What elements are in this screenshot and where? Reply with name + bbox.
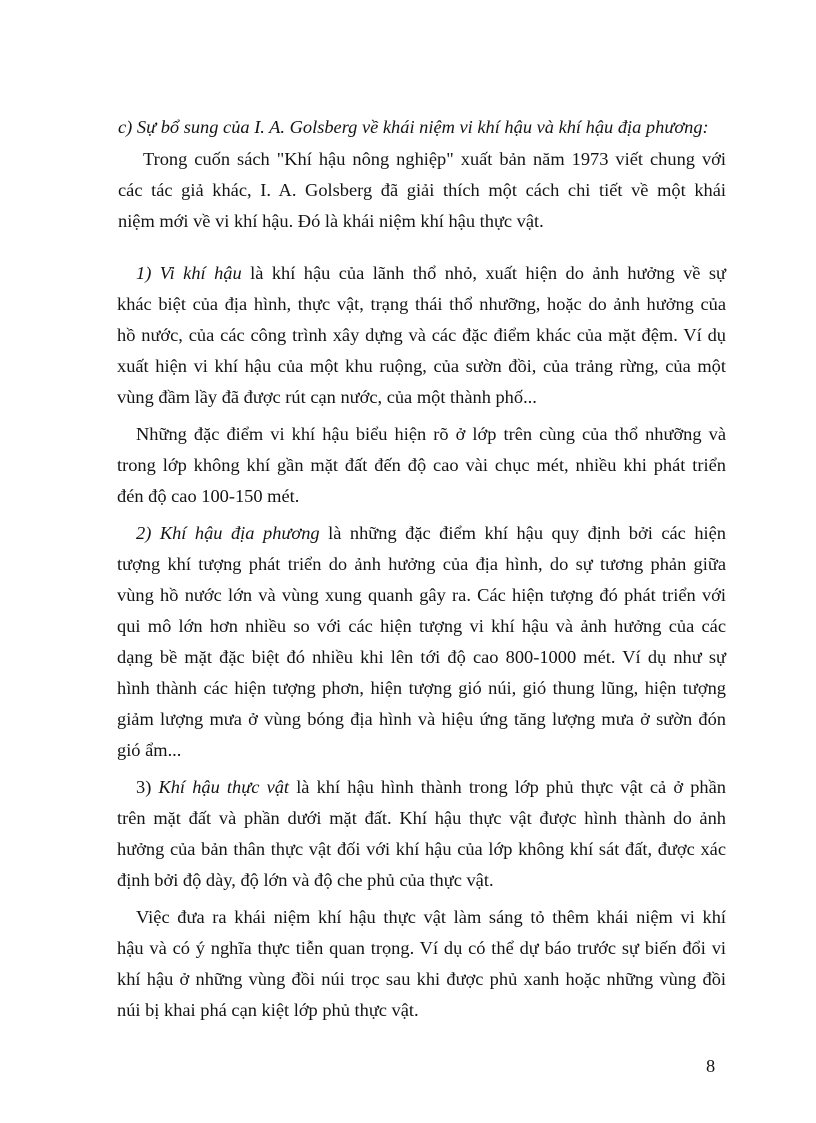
text-line: trong lớp không khí gần mặt đất đến độ cao vài chục mét, nhiều khi phát triển (117, 455, 726, 475)
term-vi-khi-hau: 1) Vi khí hậu (136, 263, 242, 283)
text-line: 2) Khí hậu địa phương là những đặc điểm khí hậu quy định bởi các hiện (136, 523, 726, 543)
text-line: 3) Khí hậu thực vật là khí hậu hình thành trong lớp phủ thực vật cả ở phần (136, 777, 726, 797)
text-line: tượng khí tượng phát triển do ảnh hưởng của địa hình, do sự tương phản giữa (117, 554, 726, 574)
text-line: khác biệt của địa hình, thực vật, trạng thái thổ nhưỡng, hoặc do ảnh hưởng của (117, 294, 726, 314)
text-line: hưởng của bản thân thực vật đối với khí hậu của lớp không khí sát đất, được xác (117, 839, 726, 859)
text-line: hậu và có ý nghĩa thực tiễn quan trọng. Ví dụ có thể dự báo trước sự biến đổi vi (117, 938, 726, 958)
text-line: Trong cuốn sách "Khí hậu nông nghiệp" xuất bản năm 1973 viết chung với (143, 149, 726, 169)
page-number: 8 (706, 1056, 716, 1076)
text-line: Những đặc điểm vi khí hậu biểu hiện rõ ở lớp trên cùng của thổ nhưỡng và (136, 424, 726, 444)
term-khi-hau-thuc-vat: Khí hậu thực vật (158, 777, 290, 797)
text-line: vùng đầm lầy đã được rút cạn nước, của một thành phố... (117, 387, 537, 407)
term-khi-hau-dia-phuong: 2) Khí hậu địa phương (136, 523, 320, 543)
text-line: gió ẩm... (117, 740, 182, 760)
text-line: qui mô lớn hơn nhiều so với các hiện tượng vi khí hậu và ảnh hưởng của các (117, 616, 726, 636)
text-line: đén độ cao 100-150 mét. (117, 486, 300, 506)
text-line: hình thành các hiện tượng phơn, hiện tượng gió núi, gió thung lũng, hiện tượng (117, 678, 726, 698)
text-line: khí hậu ở những vùng đồi núi trọc sau khi được phủ xanh hoặc những vùng đồi (117, 969, 726, 989)
text-line: 1) Vi khí hậu là khí hậu của lãnh thổ nhỏ, xuất hiện do ảnh hưởng về sự (136, 263, 726, 283)
text-line: Việc đưa ra khái niệm khí hậu thực vật làm sáng tỏ thêm khái niệm vi khí (136, 907, 726, 927)
text-line: vùng hồ nước lớn và vùng xung quanh gây ra. Các hiện tượng đó phát triển với (117, 585, 726, 605)
text-line: dạng bề mặt đặc biệt đó nhiều khi lên tới độ cao 800-1000 mét. Ví dụ như sự (117, 647, 726, 667)
text-line: hồ nước, của các công trình xây dựng và các đặc điểm khác của mặt đệm. Ví dụ (117, 325, 726, 345)
text-line: giảm lượng mưa ở vùng bóng địa hình và hiệu ứng tăng lượng mưa ở sườn đón (117, 709, 726, 729)
text-line: niệm mới về vi khí hậu. Đó là khái niệm khí hậu thực vật. (118, 211, 544, 231)
section-heading: c) Sự bổ sung của I. A. Golsberg về khái niệm vi khí hậu và khí hậu địa phương: (118, 117, 709, 137)
text-line: xuất hiện vi khí hậu của một khu ruộng, của sườn đồi, của trảng rừng, của một (117, 356, 726, 376)
text-line: núi bị khai phá cạn kiệt lớp phủ thực vật. (117, 1000, 419, 1020)
text-line: định bởi độ dày, độ lớn và độ che phủ của thực vật. (117, 870, 494, 890)
text-line: các tác giả khác, I. A. Golsberg đã giải thích một cách chi tiết về một khái (118, 180, 726, 200)
text-line: trên mặt đất và phần dưới mặt đất. Khí hậu thực vật được hình thành do ảnh (117, 808, 726, 828)
